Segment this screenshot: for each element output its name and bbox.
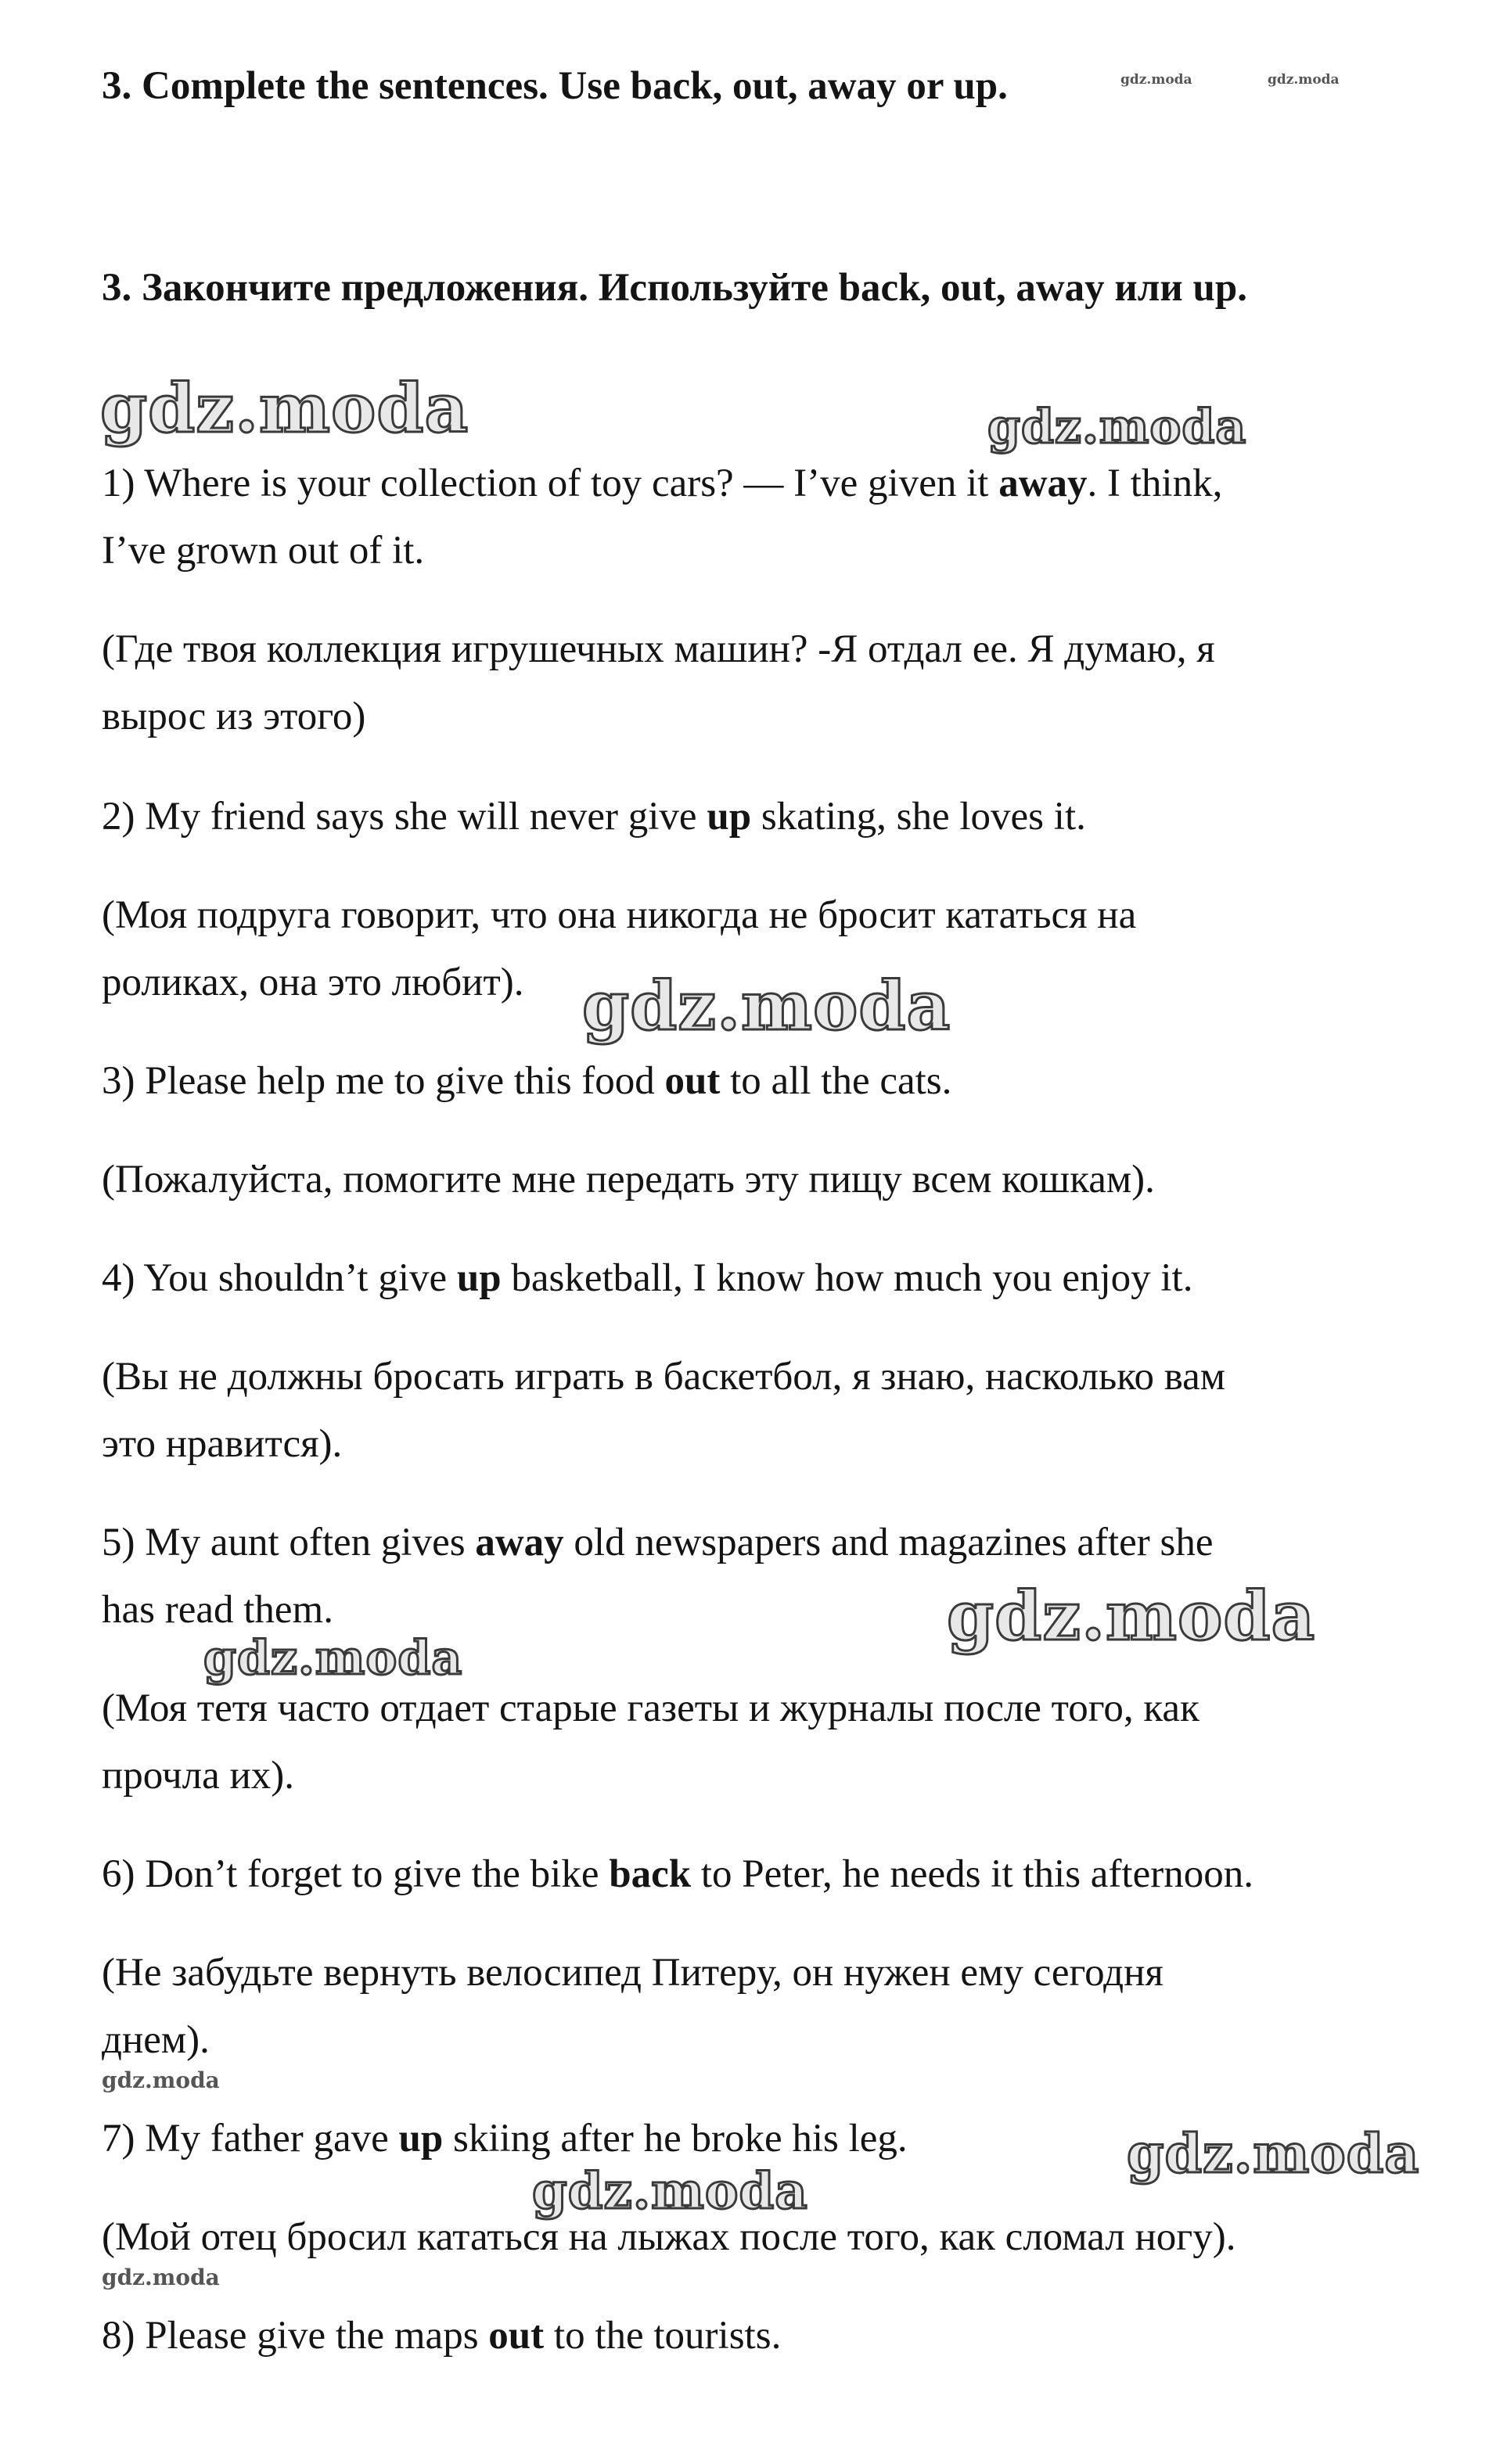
item-5-english: 5) My aunt often gives away old newspapers and magazines after she: [102, 1521, 1214, 1564]
item-6-answer: back: [609, 1852, 692, 1896]
item-4-english: 4) You shouldn’t give up basketball, I know how much you enjoy it.: [102, 1256, 1193, 1300]
item-7-answer: up: [398, 2117, 444, 2160]
item-2-answer: up: [707, 795, 752, 839]
item-1-english-cont: I’ve grown out of it.: [102, 529, 425, 573]
item-6-russian: (Не забудьте вернуть велосипед Питеру, он нужен ему сегодня: [102, 1951, 1164, 1995]
item-8-english: 8) Please give the maps out to the tourists.: [102, 2314, 782, 2358]
item-6-english: 6) Don’t forget to give the bike back to Peter, he needs it this afternoon.: [102, 1852, 1253, 1896]
item-7-english: 7) My father gave up skiing after he broke his leg.: [102, 2117, 908, 2160]
item-1-english: 1) Where is your collection of toy cars? — I’ve given it away. I think,: [102, 462, 1223, 505]
watermark-logo: gdz.moda: [102, 2265, 220, 2290]
watermark-logo: gdz.moda: [100, 369, 469, 448]
item-2-english: 2) My friend says she will never give up skating, she loves it.: [102, 795, 1086, 839]
item-3-english: 3) Please help me to give this food out to all the cats.: [102, 1059, 952, 1103]
item-2-russian-cont: роликах, она это любит).: [102, 961, 524, 1004]
item-1-answer: away: [998, 462, 1088, 505]
item-6-russian-cont: днем).: [102, 2018, 210, 2062]
watermark-logo: gdz.moda: [1120, 72, 1192, 88]
item-5-russian: (Моя тетя часто отдает старые газеты и журналы после того, как: [102, 1686, 1199, 1730]
item-3-russian: (Пожалуйста, помогите мне передать эту пищу всем кошкам).: [102, 1158, 1155, 1201]
exercise-heading-english: 3. Complete the sentences. Use back, out, away or up.: [102, 64, 1008, 108]
item-8-answer: out: [488, 2314, 545, 2358]
item-5-english-cont: has read them.: [102, 1588, 333, 1632]
item-2-russian: (Моя подруга говорит, что она никогда не бросит кататься на: [102, 893, 1137, 937]
item-5-russian-cont: прочла их).: [102, 1754, 294, 1798]
item-4-russian: (Вы не должны бросать играть в баскетбол, я знаю, насколько вам: [102, 1355, 1226, 1399]
item-3-answer: out: [664, 1059, 721, 1103]
watermark-logo: gdz.moda: [582, 967, 951, 1046]
exercise-heading-russian: 3. Закончите предложения. Используйте back, out, away или up.: [102, 266, 1248, 310]
item-4-answer: up: [456, 1256, 502, 1300]
item-1-russian: (Где твоя коллекция игрушечных машин? -Я отдал ее. Я думаю, я: [102, 627, 1215, 671]
watermark-logo: gdz.moda: [102, 2067, 220, 2093]
watermark-logo: gdz.moda: [947, 1577, 1316, 1656]
item-4-russian-cont: это нравится).: [102, 1422, 343, 1466]
watermark-logo: gdz.moda: [987, 400, 1247, 454]
watermark-logo: gdz.moda: [203, 1631, 463, 1686]
item-7-russian: (Мой отец бросил кататься на лыжах после того, как сломал ногу).: [102, 2215, 1236, 2259]
item-1-russian-cont: вырос из этого): [102, 695, 366, 738]
watermark-logo: gdz.moda: [1268, 72, 1340, 88]
watermark-logo: gdz.moda: [532, 2162, 808, 2221]
watermark-logo: gdz.moda: [1127, 2123, 1420, 2186]
item-5-answer: away: [475, 1521, 564, 1564]
